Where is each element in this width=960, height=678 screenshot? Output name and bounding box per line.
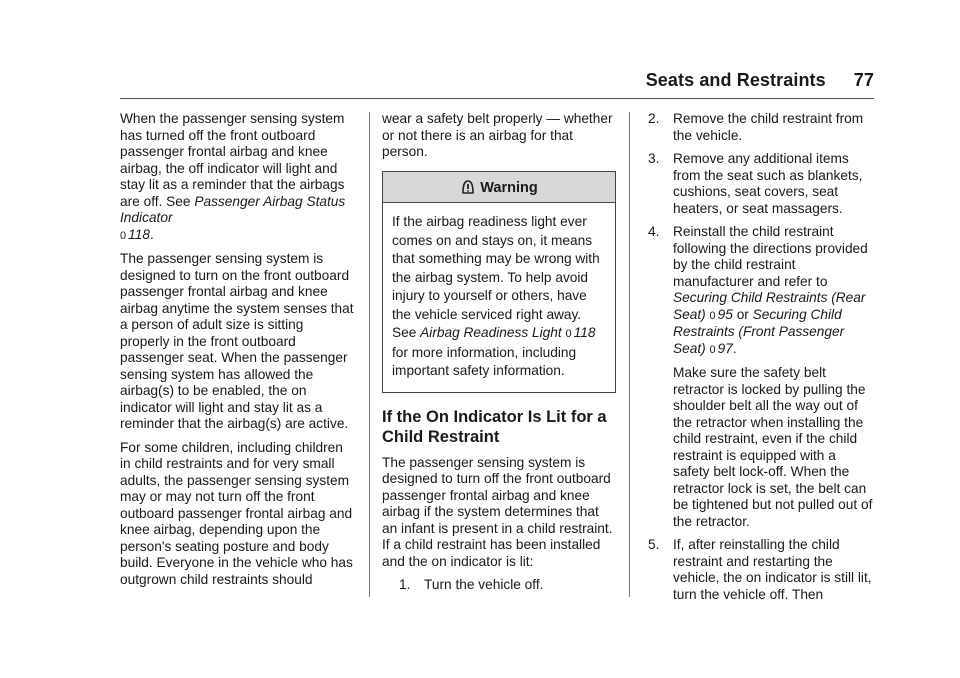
paragraph: [120, 111, 356, 244]
cross-reference-title: Securing Child Restraints (Rear Seat): [673, 290, 866, 322]
step-text: Turn the vehicle off.: [424, 577, 544, 592]
paragraph: The passenger sensing system is designed to turn off the front outboard passenger frontal airbag and knee airbag if the system determines that an infant is present in a child restraint. If a child restraint has been installed and the on indicator is lit:: [382, 454, 613, 569]
column-divider: [629, 112, 630, 597]
cross-reference-page: 97: [717, 340, 733, 356]
step-text-part: or: [732, 306, 753, 322]
list-item: [648, 537, 876, 603]
cross-reference-title: Securing Child Restraints (Front Passenger Seat): [673, 306, 845, 356]
page-arrow-icon: 0: [120, 229, 127, 242]
warning-box: [382, 171, 616, 393]
step-number: 3.: [648, 151, 660, 166]
column-2: [382, 111, 616, 601]
step-text-part: Reinstall the child restraint following the directions provided by the child restraint manufacturer and refer to: [673, 224, 868, 289]
page-arrow-icon: 0: [709, 309, 716, 322]
list-item: [648, 224, 876, 358]
list-item: [648, 151, 876, 217]
cross-reference-page: 118: [128, 226, 150, 242]
page-header: [646, 70, 874, 91]
warning-text: for more information, including important safety information.: [392, 344, 577, 378]
warning-header: [383, 172, 615, 204]
paragraph: For some children, including children in child restraints and for very small adults, the passenger sensing system may or may not turn off the front outboard passenger frontal airbag and knee airbag, depending upon the person's seating posture and body build. Everyone in the vehicle who has outgrown child restraints should: [120, 439, 353, 587]
step-number: 1.: [399, 577, 411, 592]
list-item: [648, 111, 876, 144]
warning-title: Warning: [480, 179, 538, 196]
page-number: 77: [853, 70, 874, 90]
step-text: Remove any additional items from the seat such as blankets, cushions, seat covers, seat heaters, or seat massagers.: [673, 151, 863, 216]
header-rule: [120, 98, 874, 99]
section-title: Seats and Restraints: [645, 70, 826, 90]
step-note: Make sure the safety belt retractor is locked by pulling the shoulder belt all the way out of the retractor when installing the child restraint, even if the child restraint is equipped with a safety belt lock-off. When the retractor lock is set, the belt can be tightened but not pulled out of the retractor.: [673, 365, 873, 529]
step-text: Remove the child restraint from the vehicle.: [673, 111, 864, 143]
column-1: [120, 111, 356, 595]
cross-reference-title: Airbag Readiness Light: [420, 325, 562, 340]
step-text: If, after reinstalling the child restraint and restarting the vehicle, the on indicator is still lit, turn the vehicle off. Then: [673, 537, 872, 602]
paragraph: wear a safety belt properly — whether or not there is an airbag for that person.: [382, 111, 613, 159]
list-item: [399, 577, 616, 594]
punctuation: .: [732, 340, 737, 356]
step-number: 4.: [648, 224, 660, 239]
page-arrow-icon: 0: [709, 343, 716, 356]
column-3: [648, 111, 876, 610]
cross-reference-page: 118: [573, 325, 596, 340]
paragraph: The passenger sensing system is designed to turn on the front outboard passenger frontal airbag and knee airbag anytime the system senses that a person of adult size is sitting properly in the front outboard passenger seat. When the passenger sensing system has allowed the airbag(s) to be enabled, the on indicator will light and stay lit as a reminder that the airbag(s) are active.: [120, 251, 354, 431]
warning-icon: [460, 179, 476, 195]
punctuation: .: [149, 226, 154, 242]
warning-body: [383, 203, 615, 392]
paragraph-text: When the passenger sensing system has turned off the front outboard passenger frontal airbag and knee airbag, the off indicator will light and stay lit as a reminder that the airbags are off. See: [120, 111, 345, 209]
step-number: 2.: [648, 111, 660, 126]
section-heading: If the On Indicator Is Lit for a Child Restraint: [382, 407, 607, 446]
cross-reference-title: Passenger Airbag Status Indicator: [120, 193, 346, 225]
warning-text: If the airbag readiness light ever comes on and stays on, it means that something may be wrong with the airbag system. To help avoid injury to yourself or others, have the vehicle serviced right away. See: [392, 214, 600, 340]
column-divider: [369, 112, 370, 597]
cross-reference-page: 95: [717, 306, 733, 322]
step-text: [673, 224, 876, 358]
cross-reference-link[interactable]: [420, 325, 595, 340]
page-arrow-icon: 0: [565, 328, 572, 340]
step-number: 5.: [648, 537, 660, 552]
